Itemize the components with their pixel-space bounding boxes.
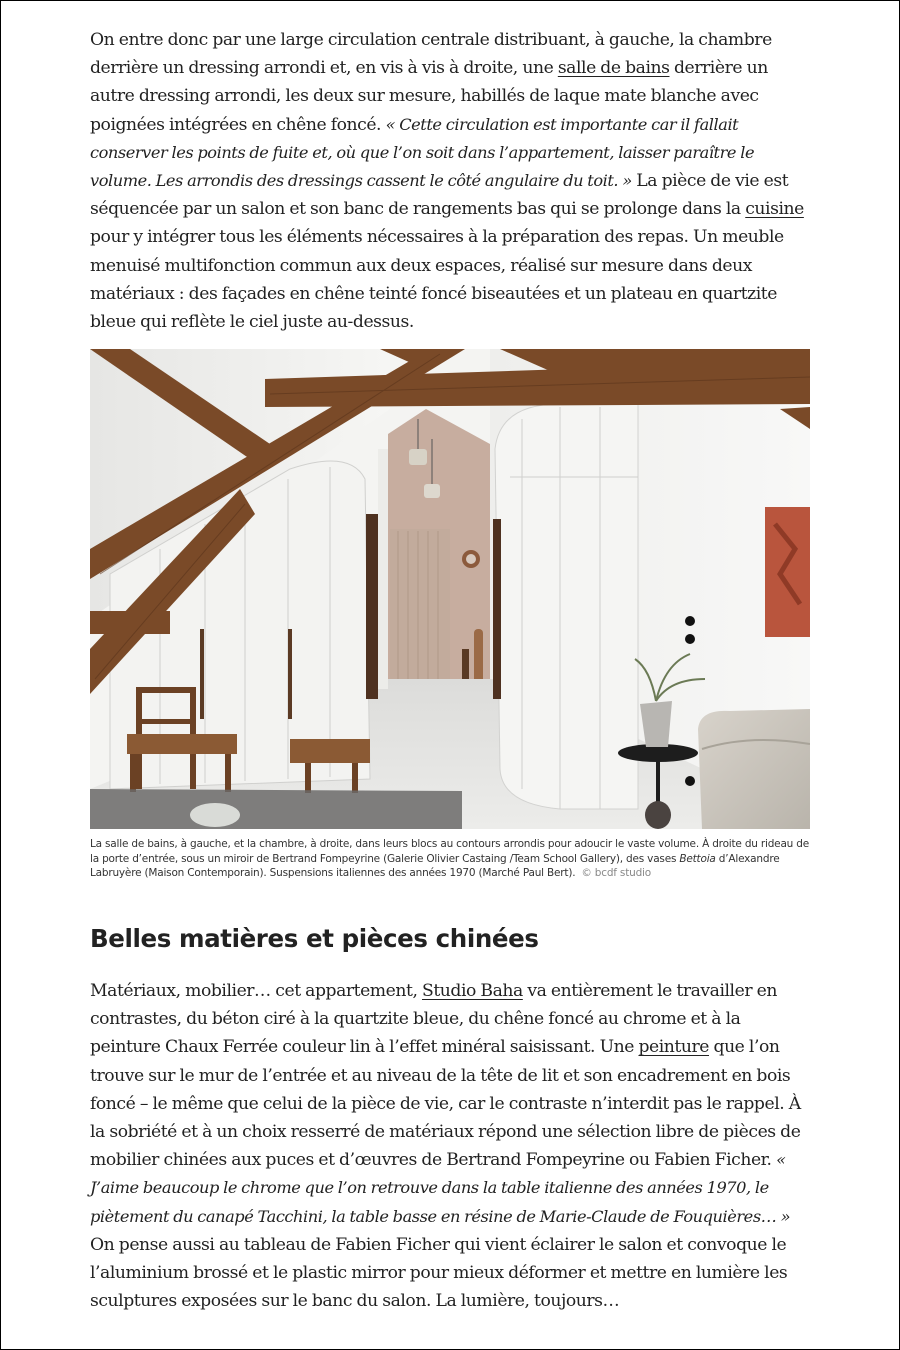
text-span: derrière un autre dressing arrondi, les deux sur mesure, habillés de laque mate blanche avec poignées intégrées en chêne foncé. xyxy=(90,58,768,135)
paragraph-1 xyxy=(90,26,810,336)
paragraph-2 xyxy=(90,977,810,1315)
caption-text: La salle de bains, à gauche, et la chambre, à droite, dans leurs blocs au contours arrondis pour adoucir le vaste volume. À droite du rideau de la porte d’entrée, sous un miroir de Bertrand Fompeyrine (Galerie Olivier Castaing /Team School Gallery), des vases xyxy=(90,838,809,865)
quote-designer: « J’aime beaucoup le chrome que l’on retrouve dans la table italienne des années 1970, le piètement du canapé Tacchini, la table basse en résine de Marie-Claude de Fouquières… » xyxy=(90,1150,791,1226)
caption-text: d’Alexandre Labruyère (Maison Contemporain). Suspensions italiennes des années 1970 (Marché Paul Bert). xyxy=(90,852,780,879)
section-heading: Belles matières et pièces chinées xyxy=(90,924,539,953)
text-span: va entièrement le travailler en contrastes, du béton ciré à la quartzite bleue, du chêne foncé au chrome et à la peinture Chaux Ferrée couleur lin à l’effet minéral saisissant. Une xyxy=(90,981,777,1058)
text-span: pour y intégrer tous les éléments nécessaires à la préparation des repas. Un meuble menuisé multifonction commun aux deux espaces, réalisé sur mesure dans deux matériaux : des façades en chêne teinté foncé biseautées et un plateau en quartzite bleue qui reflète le ciel juste au-dessus. xyxy=(90,227,784,333)
text-span: On pense aussi au tableau de Fabien Ficher qui vient éclairer le salon et convoque le l’aluminium brossé et le plastic mirror pour mieux déformer et mettre en lumière les sculptures exposées sur le banc du salon. La lumière, toujours… xyxy=(90,1234,788,1312)
text-span: La pièce de vie est séquencée par un salon et son banc de rangements bas qui se prolonge dans la xyxy=(90,171,789,220)
link-studio-baha[interactable]: Studio Baha xyxy=(422,981,523,1001)
interior-photo xyxy=(90,349,810,829)
link-salle-de-bains[interactable]: salle de bains xyxy=(557,58,670,79)
text-span: On entre donc par une large circulation centrale distribuant, à gauche, la chambre derrière un dressing arrondi et, en vis à vis à droite, une xyxy=(90,30,772,79)
text-span: Matériaux, mobilier… cet appartement, xyxy=(90,981,422,1001)
text-span: que l’on trouve sur le mur de l’entrée et au niveau de la tête de lit et son encadrement en bois foncé – le même que celui de la pièce de vie, car le contraste n’interdit pas le rappel. À la sobriété et à un choix resserré de matériaux répond une sélection libre de pièces de mobilier chinées aux puces et d’œuvres de Bertrand Fompeyrine ou Fabien Ficher. xyxy=(90,1037,801,1171)
photo-caption xyxy=(90,837,815,881)
link-peinture[interactable]: peinture xyxy=(638,1037,709,1058)
link-cuisine[interactable]: cuisine xyxy=(745,199,804,220)
photo-credit: © bcdf studio xyxy=(581,867,651,879)
caption-italic: Bettoia xyxy=(679,852,716,865)
quote-architect: « Cette circulation est importante car il fallait conserver les points de fuite et, où que l’on soit dans l’appartement, laisser paraître le volume. Les arrondis des dressings cassent le côté angulaire du toit. » xyxy=(90,114,755,191)
